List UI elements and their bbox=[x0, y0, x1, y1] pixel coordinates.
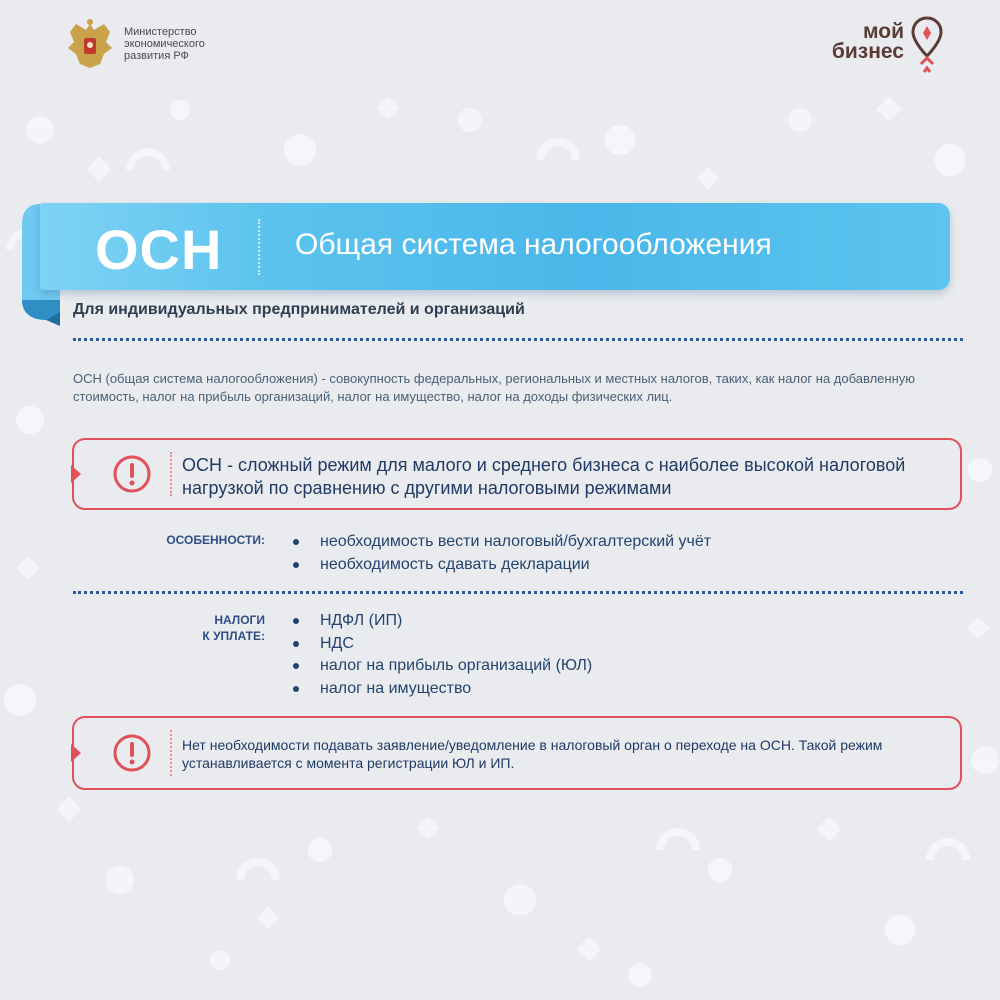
banner-separator bbox=[258, 219, 260, 275]
taxes-label-line-2: К УПЛАТЕ: bbox=[202, 629, 265, 643]
ministry-name-line-3: развития РФ bbox=[124, 50, 189, 62]
list-item: налог на имущество bbox=[290, 678, 592, 701]
dotted-divider bbox=[73, 338, 963, 341]
warning-box bbox=[72, 438, 962, 510]
brand-line-1: мой bbox=[863, 20, 904, 43]
brand-line-2: бизнес bbox=[831, 40, 904, 63]
ministry-name-line-1: Министерство bbox=[124, 26, 197, 38]
list-item: необходимость вести налоговый/бухгалтерский учёт bbox=[290, 531, 711, 554]
exclamation-icon bbox=[112, 454, 152, 494]
moy-biznes-logo bbox=[832, 14, 944, 78]
alert-separator bbox=[170, 730, 172, 776]
list-item: НДФЛ (ИП) bbox=[290, 610, 592, 633]
page-subtitle: Для индивидуальных предпринимателей и организаций bbox=[73, 301, 525, 318]
ministry-name-line-2: экономического bbox=[124, 38, 205, 50]
taxes-list bbox=[290, 610, 592, 700]
list-item: НДС bbox=[290, 633, 592, 656]
banner-title: Общая система налогообложения bbox=[295, 228, 772, 261]
banner-abbreviation: ОСН bbox=[95, 218, 223, 281]
info-box bbox=[72, 716, 962, 790]
taxes-label bbox=[150, 612, 265, 644]
location-pin-icon bbox=[910, 14, 944, 78]
definition-text: ОСН (общая система налогообложения) - совокупность федеральных, региональных и местных налогов, таких, как налог на добавленную стоимость, налог на прибыль организаций, налог на имущество, налог на доходы физических лиц. bbox=[73, 371, 916, 404]
list-item: налог на прибыль организаций (ЮЛ) bbox=[290, 655, 592, 678]
features-list bbox=[290, 531, 711, 576]
features-label: ОСОБЕННОСТИ: bbox=[166, 533, 265, 547]
coat-of-arms-icon bbox=[64, 18, 116, 72]
alert-separator bbox=[170, 452, 172, 496]
warning-text: ОСН - сложный режим для малого и среднего бизнеса с наиболее высокой налоговой нагрузкой по сравнению с другими налоговыми режимами bbox=[182, 455, 906, 498]
taxes-label-line-1: НАЛОГИ bbox=[214, 613, 265, 627]
list-item: необходимость сдавать декларации bbox=[290, 554, 711, 577]
alert-marker bbox=[71, 465, 81, 483]
title-banner bbox=[40, 203, 950, 290]
dotted-divider bbox=[73, 591, 963, 594]
ministry-logo bbox=[64, 18, 205, 72]
alert-marker bbox=[71, 744, 81, 762]
exclamation-icon bbox=[112, 733, 152, 773]
info-text: Нет необходимости подавать заявление/уведомление в налоговый орган о переходе на ОСН. Такой режим устанавливается с момента регистрации ЮЛ и ИП. bbox=[182, 737, 883, 771]
